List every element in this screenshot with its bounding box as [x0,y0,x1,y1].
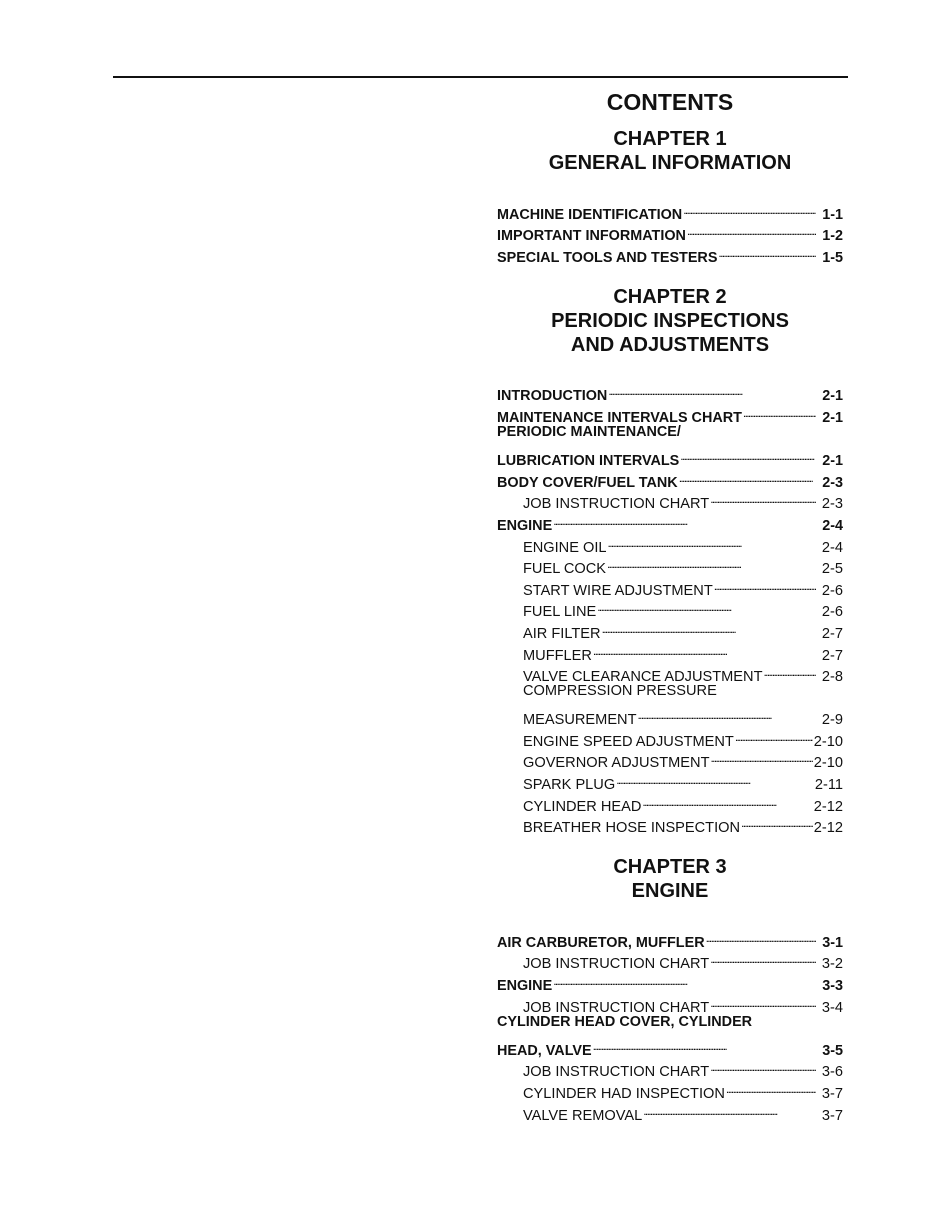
dot-leader [553,508,816,530]
toc-entry-title: ENGINE OIL [523,539,607,556]
toc-entry-page: 3-4 [821,999,843,1016]
chapter-2-heading [497,285,843,357]
toc-entry[interactable] [497,444,843,470]
chapter-number-label: CHAPTER 2 [613,285,727,308]
toc-entry-title: GOVERNOR ADJUSTMENT [523,755,710,772]
dot-leader [683,197,816,219]
toc-entry[interactable] [497,703,843,729]
dot-leader [607,552,816,574]
toc-entry[interactable] [497,1012,843,1034]
toc-entry-page: 2-12 [813,820,843,837]
toc-entry-page: 2-6 [821,582,843,599]
dot-leader [687,219,816,241]
toc-entry-page: 3-1 [822,934,843,951]
toc-entry-page: 2-10 [813,755,843,772]
toc-entry-page: 2-1 [822,453,843,470]
dot-leader [710,947,816,969]
dot-leader [593,1033,816,1055]
toc-entry-page: 2-12 [813,798,843,815]
toc-entry-title: ENGINE [497,517,553,534]
dot-leader [597,595,816,617]
dot-leader [616,767,814,789]
toc-entry-page: 3-6 [821,1064,843,1081]
dot-leader [735,724,813,746]
toc-entry-title: INTRODUCTION [497,388,608,405]
chapter-2-entries [497,379,843,837]
toc-entry-page: 2-4 [821,539,843,556]
toc-entry-title: VALVE CLEARANCE ADJUSTMENT [523,669,763,686]
toc-entry[interactable] [497,379,843,405]
toc-entry-page: 2-10 [813,733,843,750]
page-title: CONTENTS [606,89,734,115]
dot-leader [638,703,816,725]
toc-entry-title: BODY COVER/FUEL TANK [497,474,678,491]
chapter-title-line: GENERAL INFORMATION [548,152,792,174]
chapter-1-entries [497,197,843,266]
toc-entry-page: 2-4 [822,517,843,534]
toc-entry-title: AIR FILTER [523,625,601,642]
toc-entry-page: 2-1 [822,388,843,405]
dot-leader [741,811,813,833]
toc-entry-title: AIR CARBURETOR, MUFFLER [497,934,705,951]
toc-entry-page: 2-8 [821,669,843,686]
toc-entry-title: LUBRICATION INTERVALS [497,453,680,470]
toc-entry-page: 2-1 [822,409,843,426]
toc-entry-title: FUEL LINE [523,604,597,621]
toc-entry-page: 3-7 [821,1107,843,1124]
toc-entry[interactable] [497,925,843,951]
toc-column [497,88,843,1124]
dot-leader [714,573,816,595]
chapter-number-label: CHAPTER 3 [613,856,727,879]
header-rule [113,76,848,78]
dot-leader [608,530,816,552]
chapter-3-entries [497,925,843,1124]
toc-entry-page: 2-6 [821,604,843,621]
toc-entry-title: MUFFLER [523,647,592,664]
toc-entry-title: CYLINDER HEAD COVER, CYLINDER [497,1013,753,1030]
toc-entry[interactable] [497,681,843,703]
toc-entry-title: JOB INSTRUCTION CHART [523,1064,710,1081]
dot-leader [679,465,816,487]
chapter-title-line: ENGINE [631,880,709,903]
toc-entry-page: 3-3 [822,978,843,995]
toc-entry-title: CYLINDER HEAD [523,798,642,815]
toc-entry-page: 1-2 [822,228,843,245]
dot-leader [553,968,816,990]
dot-leader [726,1076,816,1098]
chapter-title-line: PERIODIC INSPECTIONS [551,309,789,332]
toc-entry-page: 3-5 [822,1042,843,1059]
chapter-1-heading [497,127,843,175]
dot-leader [593,638,816,660]
toc-entry-page: 2-9 [821,712,843,729]
chapter-title-line: AND ADJUSTMENTS [570,333,770,356]
chapter-number-label: CHAPTER 1 [613,128,727,150]
dot-leader [710,487,816,509]
dot-leader [642,789,812,811]
toc-entry-title: MAINTENANCE INTERVALS CHART [497,409,742,426]
dot-leader [602,616,816,638]
toc-entry-title: ENGINE SPEED ADJUSTMENT [523,733,734,750]
dot-leader [643,1098,816,1120]
toc-entry-page: 2-11 [814,777,843,794]
toc-entry[interactable] [497,1033,843,1059]
toc-entry-page: 2-3 [822,474,843,491]
toc-entry-title: MEASUREMENT [523,712,637,729]
toc-entry-title: SPARK PLUG [523,777,616,794]
toc-entry[interactable] [497,197,843,223]
dot-leader [743,400,816,422]
toc-entry-title: JOB INSTRUCTION CHART [523,999,710,1016]
dot-leader [706,925,816,947]
toc-entry-title: VALVE REMOVAL [523,1107,643,1124]
toc-entry-title: FUEL COCK [523,561,606,578]
dot-leader [710,1055,816,1077]
toc-entry-title: JOB INSTRUCTION CHART [523,956,710,973]
toc-entry-title: SPECIAL TOOLS AND TESTERS [497,249,718,266]
toc-entry-title: HEAD, VALVE [497,1042,592,1059]
toc-entry-title: COMPRESSION PRESSURE [523,683,717,700]
dot-leader [608,379,816,401]
toc-entry-page: 2-3 [821,496,843,513]
toc-entry-page: 2-7 [821,625,843,642]
dot-leader [711,746,813,768]
toc-entry-title: BREATHER HOSE INSPECTION [523,820,741,837]
toc-entry-title: ENGINE [497,978,553,995]
toc-entry-title: IMPORTANT INFORMATION [497,228,686,245]
dot-leader [764,660,817,682]
dot-leader [680,444,816,466]
toc-entry-page: 1-1 [822,206,843,223]
toc-entry[interactable] [497,422,843,444]
toc-entry-page: 2-5 [821,561,843,578]
dot-leader [710,990,816,1012]
toc-entry-title: JOB INSTRUCTION CHART [523,496,710,513]
dot-leader [718,240,816,262]
toc-entry-title: START WIRE ADJUSTMENT [523,582,713,599]
toc-entry-title: MACHINE IDENTIFICATION [497,206,683,223]
toc-entry-title: CYLINDER HAD INSPECTION [523,1086,725,1102]
chapter-3-heading [497,855,843,903]
toc-entry-page: 2-7 [821,647,843,664]
toc-entry-page: 3-2 [821,956,843,973]
toc-entry-page: 3-7 [821,1086,843,1102]
toc-entry-page: 1-5 [822,249,843,266]
toc-entry-title: PERIODIC MAINTENANCE/ [497,423,681,440]
